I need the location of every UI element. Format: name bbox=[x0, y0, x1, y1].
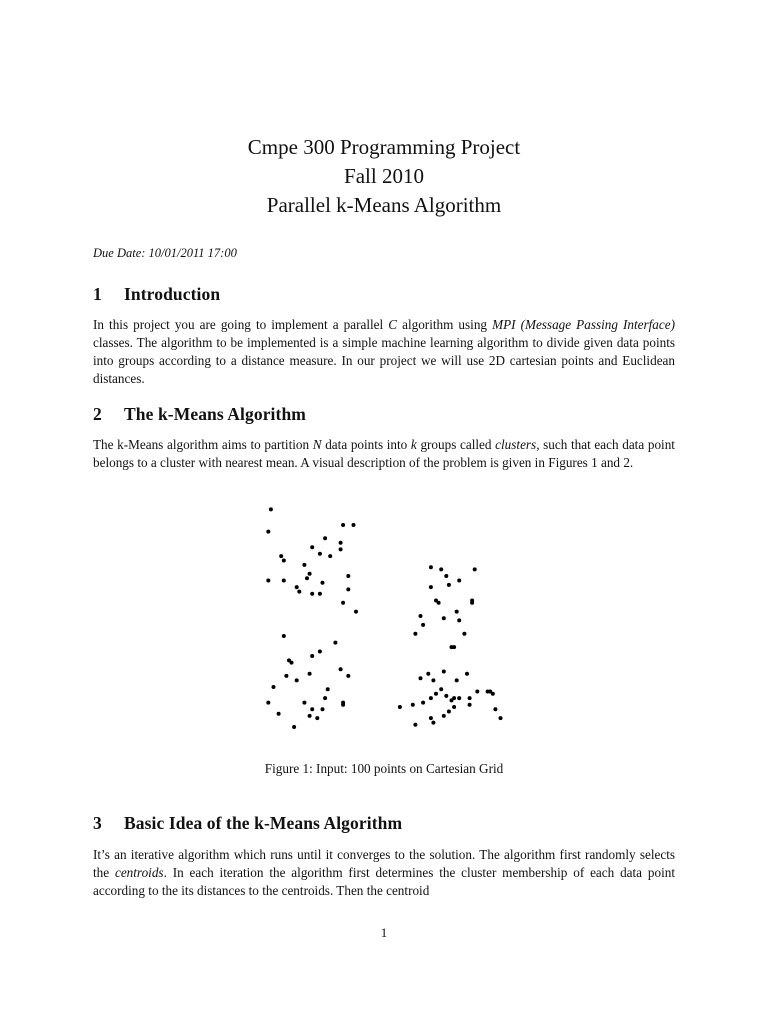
data-point bbox=[452, 696, 456, 700]
data-point bbox=[339, 541, 343, 545]
data-point bbox=[499, 716, 503, 720]
data-point bbox=[284, 674, 288, 678]
data-point bbox=[473, 567, 477, 571]
data-point bbox=[318, 552, 322, 556]
data-point bbox=[321, 581, 325, 585]
data-point bbox=[447, 583, 451, 587]
data-point bbox=[352, 523, 356, 527]
data-point bbox=[439, 687, 443, 691]
data-point bbox=[452, 705, 456, 709]
data-point bbox=[328, 554, 332, 558]
data-point bbox=[339, 547, 343, 551]
data-point bbox=[455, 610, 459, 614]
data-point bbox=[326, 687, 330, 691]
data-point bbox=[341, 703, 345, 707]
data-point bbox=[450, 698, 454, 702]
data-point bbox=[444, 694, 448, 698]
section-heading-kmeans bbox=[93, 404, 306, 425]
data-point bbox=[308, 572, 312, 576]
emphasis: N bbox=[312, 437, 322, 452]
data-point bbox=[442, 714, 446, 718]
data-point bbox=[295, 585, 299, 589]
data-point bbox=[323, 536, 327, 540]
data-point bbox=[429, 716, 433, 720]
text-run: . In each iteration the algorithm first determines the cluster membership of each data point according to the its distances to the centroids. Then the centroid bbox=[93, 865, 675, 898]
data-point bbox=[444, 574, 448, 578]
data-point bbox=[426, 672, 430, 676]
data-point bbox=[354, 610, 358, 614]
data-point bbox=[429, 585, 433, 589]
data-point bbox=[292, 725, 296, 729]
text-run: In this project you are going to implement a parallel bbox=[93, 317, 389, 332]
data-point bbox=[341, 601, 345, 605]
data-point bbox=[455, 678, 459, 682]
data-point bbox=[318, 650, 322, 654]
text-run: classes. The algorithm to be implemented is a simple machine learning algorithm to divide given data points into groups according to a distance measure. In our project we will use 2D cartesian points and Euclidean distances. bbox=[93, 335, 675, 386]
text-run: The k-Means algorithm aims to partition bbox=[93, 437, 313, 452]
figure-caption: Figure 1: Input: 100 points on Cartesian Grid bbox=[264, 761, 504, 776]
data-point bbox=[310, 654, 314, 658]
data-point bbox=[442, 616, 446, 620]
data-point bbox=[421, 623, 425, 627]
section-number: 1 bbox=[93, 284, 102, 304]
data-point bbox=[470, 601, 474, 605]
title-line-term: Fall 2010 bbox=[344, 164, 424, 188]
data-point bbox=[287, 658, 291, 662]
data-point bbox=[315, 716, 319, 720]
data-point bbox=[323, 696, 327, 700]
data-point bbox=[272, 685, 276, 689]
text-run: It’s an iterative algorithm which runs until it converges to the solution. The algorithm first randomly selects the bbox=[93, 847, 675, 880]
data-point bbox=[491, 692, 495, 696]
section-title: Basic Idea of the k-Means Algorithm bbox=[124, 813, 403, 833]
emphasis: centroids bbox=[114, 865, 164, 880]
data-point bbox=[434, 599, 438, 603]
data-point bbox=[266, 701, 270, 705]
text-run: groups called bbox=[416, 437, 496, 452]
emphasis: C bbox=[388, 317, 398, 332]
data-point bbox=[339, 667, 343, 671]
data-point bbox=[419, 676, 423, 680]
document-title bbox=[0, 133, 768, 220]
data-point bbox=[282, 579, 286, 583]
data-point bbox=[346, 587, 350, 591]
data-point bbox=[434, 692, 438, 696]
data-point bbox=[310, 545, 314, 549]
section-heading-introduction bbox=[93, 284, 220, 305]
data-point bbox=[493, 707, 497, 711]
data-point bbox=[346, 674, 350, 678]
data-point bbox=[457, 579, 461, 583]
data-point bbox=[488, 690, 492, 694]
data-point bbox=[439, 567, 443, 571]
data-point bbox=[442, 670, 446, 674]
data-point bbox=[468, 696, 472, 700]
section-title: The k-Means Algorithm bbox=[124, 404, 306, 424]
section-number: 2 bbox=[93, 404, 102, 424]
data-point bbox=[297, 590, 301, 594]
data-point bbox=[429, 696, 433, 700]
data-point bbox=[310, 707, 314, 711]
title-line-topic: Parallel k-Means Algorithm bbox=[266, 193, 502, 217]
data-point bbox=[310, 592, 314, 596]
data-point bbox=[475, 690, 479, 694]
data-point bbox=[431, 721, 435, 725]
data-point bbox=[411, 703, 415, 707]
data-point bbox=[333, 641, 337, 645]
data-point bbox=[450, 645, 454, 649]
data-point bbox=[321, 707, 325, 711]
data-point bbox=[295, 678, 299, 682]
section-paragraph-introduction bbox=[93, 316, 675, 388]
data-point bbox=[457, 696, 461, 700]
data-point bbox=[308, 672, 312, 676]
section-title: Introduction bbox=[124, 284, 221, 304]
data-point bbox=[452, 645, 456, 649]
data-point bbox=[486, 690, 490, 694]
data-point bbox=[462, 632, 466, 636]
emphasis: MPI (Message Passing Interface) bbox=[492, 317, 675, 332]
data-point bbox=[431, 678, 435, 682]
page-number: 1 bbox=[380, 925, 388, 940]
data-point bbox=[346, 574, 350, 578]
section-heading-basic-idea bbox=[93, 813, 402, 834]
data-point bbox=[277, 712, 281, 716]
text-run: data points into bbox=[321, 437, 411, 452]
due-date: Due Date: 10/01/2011 17:00 bbox=[93, 246, 237, 260]
section-number: 3 bbox=[93, 813, 102, 833]
section-paragraph-basic-idea bbox=[93, 846, 675, 900]
data-point bbox=[413, 723, 417, 727]
data-point bbox=[447, 710, 451, 714]
text-run: , such that each data point belongs to a cluster with nearest mean. A visual description of the problem is given in Figures 1 and 2. bbox=[93, 437, 675, 470]
data-point bbox=[429, 565, 433, 569]
data-point bbox=[398, 705, 402, 709]
data-point bbox=[419, 614, 423, 618]
data-point bbox=[341, 523, 345, 527]
data-point bbox=[465, 672, 469, 676]
text-run: algorithm using bbox=[397, 317, 493, 332]
data-point bbox=[470, 599, 474, 603]
data-point bbox=[468, 703, 472, 707]
data-point bbox=[421, 701, 425, 705]
data-point bbox=[279, 554, 283, 558]
data-point bbox=[308, 714, 312, 718]
data-point bbox=[282, 634, 286, 638]
data-point bbox=[302, 701, 306, 705]
data-point bbox=[282, 559, 286, 563]
data-point bbox=[457, 618, 461, 622]
data-point bbox=[266, 579, 270, 583]
emphasis: k bbox=[410, 437, 417, 452]
data-point bbox=[413, 632, 417, 636]
data-point bbox=[302, 563, 306, 567]
data-point bbox=[269, 507, 273, 511]
data-point bbox=[290, 661, 294, 665]
data-point bbox=[266, 530, 270, 534]
data-point bbox=[341, 701, 345, 705]
data-point bbox=[305, 576, 309, 580]
title-line-course: Cmpe 300 Programming Project bbox=[247, 135, 521, 159]
emphasis: clusters bbox=[495, 437, 537, 452]
section-paragraph-kmeans bbox=[93, 436, 675, 472]
data-point bbox=[437, 601, 441, 605]
data-point bbox=[318, 592, 322, 596]
